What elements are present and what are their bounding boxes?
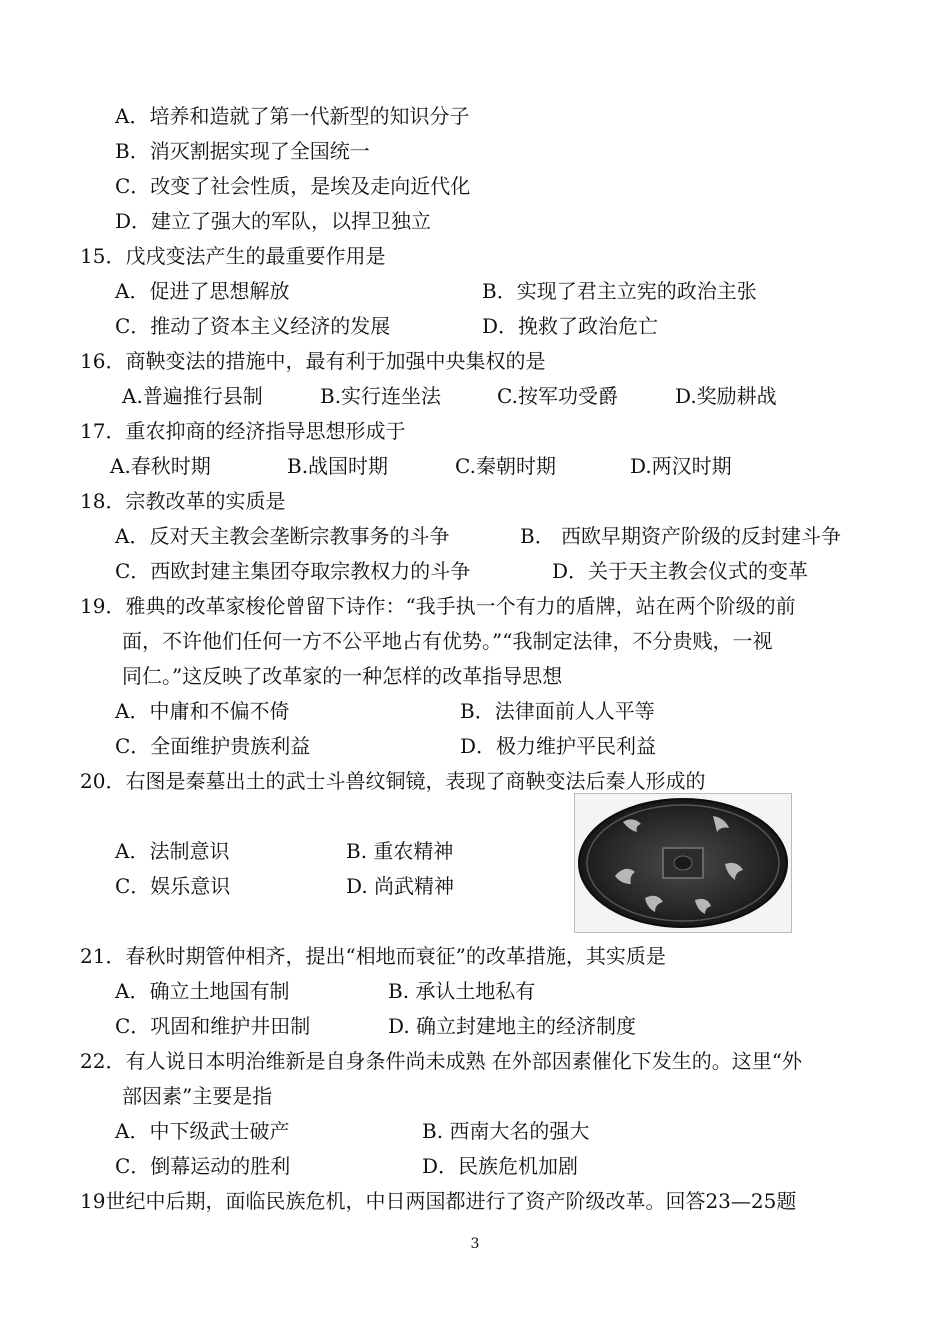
q14-option-c: C．改变了社会性质，是埃及走向近代化 xyxy=(115,174,471,198)
q19-stem-line2: 面，不许他们任何一方不公平地占有优势。”“我制定法律，不分贵贱，一视 xyxy=(122,629,773,653)
q22-stem-line2: 部因素”主要是指 xyxy=(122,1084,273,1108)
q18-option-d: D．关于天主教会仪式的变革 xyxy=(552,559,809,583)
q21-option-b: B. 承认土地私有 xyxy=(388,979,536,1003)
q19-option-c: C．全面维护贵族利益 xyxy=(115,734,311,758)
q18-option-a: A．反对天主教会垄断宗教事务的斗争 xyxy=(115,524,450,548)
q22-option-c: C．倒幕运动的胜利 xyxy=(115,1154,291,1178)
q20-option-b: B. 重农精神 xyxy=(346,839,454,863)
q15-option-b: B．实现了君主立宪的政治主张 xyxy=(482,279,757,303)
q16-stem: 16．商鞅变法的措施中，最有利于加强中央集权的是 xyxy=(80,349,546,373)
q16-option-b: B.实行连坐法 xyxy=(320,384,442,408)
q18-option-b: B． 西欧早期资产阶级的反封建斗争 xyxy=(520,524,842,548)
q16-option-a: A.普遍推行县制 xyxy=(122,384,263,408)
q14-option-b: B．消灭割据实现了全国统一 xyxy=(115,139,370,163)
q22-option-b: B. 西南大名的强大 xyxy=(422,1119,590,1143)
q21-option-c: C．巩固和维护井田制 xyxy=(115,1014,311,1038)
q15-option-d: D．挽救了政治危亡 xyxy=(482,314,659,338)
q14-option-a: A．培养和造就了第一代新型的知识分子 xyxy=(115,104,470,128)
q17-option-d: D.两汉时期 xyxy=(630,454,732,478)
q17-option-b: B.战国时期 xyxy=(287,454,389,478)
q15-option-a: A．促进了思想解放 xyxy=(115,279,290,303)
q18-option-c: C．西欧封建主集团夺取宗教权力的斗争 xyxy=(115,559,471,583)
bronze-mirror-image xyxy=(574,793,792,933)
q22-option-d: D．民族危机加剧 xyxy=(422,1154,579,1178)
q22-stem-line1: 22．有人说日本明治维新是自身条件尚未成熟 在外部因素催化下发生的。这里“外 xyxy=(80,1049,803,1073)
q16-option-c: C.按军功受爵 xyxy=(497,384,618,408)
q17-option-c: C.秦朝时期 xyxy=(455,454,556,478)
q20-option-c: C．娱乐意识 xyxy=(115,874,231,898)
intro-23-25: 19世纪中后期，面临民族危机，中日两国都进行了资产阶级改革。回答23—25题 xyxy=(80,1189,797,1213)
q19-stem-line3: 同仁。”这反映了改革家的一种怎样的改革指导思想 xyxy=(122,664,563,688)
page-number: 3 xyxy=(470,1236,480,1252)
q19-option-b: B．法律面前人人平等 xyxy=(460,699,655,723)
q21-stem: 21．春秋时期管仲相齐，提出“相地而衰征”的改革措施，其实质是 xyxy=(80,944,666,968)
q19-option-d: D．极力维护平民利益 xyxy=(460,734,657,758)
q20-stem: 20．右图是秦墓出土的武士斗兽纹铜镜，表现了商鞅变法后秦人形成的 xyxy=(80,769,706,793)
q18-stem: 18．宗教改革的实质是 xyxy=(80,489,286,513)
q21-option-d: D. 确立封建地主的经济制度 xyxy=(388,1014,637,1038)
bronze-mirror-illustration xyxy=(575,794,791,932)
q16-option-d: D.奖励耕战 xyxy=(675,384,777,408)
q15-option-c: C．推动了资本主义经济的发展 xyxy=(115,314,391,338)
q20-option-d: D. 尚武精神 xyxy=(346,874,455,898)
q21-option-a: A．确立土地国有制 xyxy=(115,979,290,1003)
q22-option-a: A．中下级武士破产 xyxy=(115,1119,290,1143)
q17-option-a: A.春秋时期 xyxy=(110,454,211,478)
q14-option-d: D．建立了强大的军队，以捍卫独立 xyxy=(115,209,432,233)
q15-stem: 15．戊戌变法产生的最重要作用是 xyxy=(80,244,386,268)
q19-stem-line1: 19．雅典的改革家梭伦曾留下诗作：“我手执一个有力的盾牌，站在两个阶级的前 xyxy=(80,594,796,618)
q17-stem: 17．重农抑商的经济指导思想形成于 xyxy=(80,419,406,443)
q20-option-a: A．法制意识 xyxy=(115,839,230,863)
q19-option-a: A．中庸和不偏不倚 xyxy=(115,699,290,723)
